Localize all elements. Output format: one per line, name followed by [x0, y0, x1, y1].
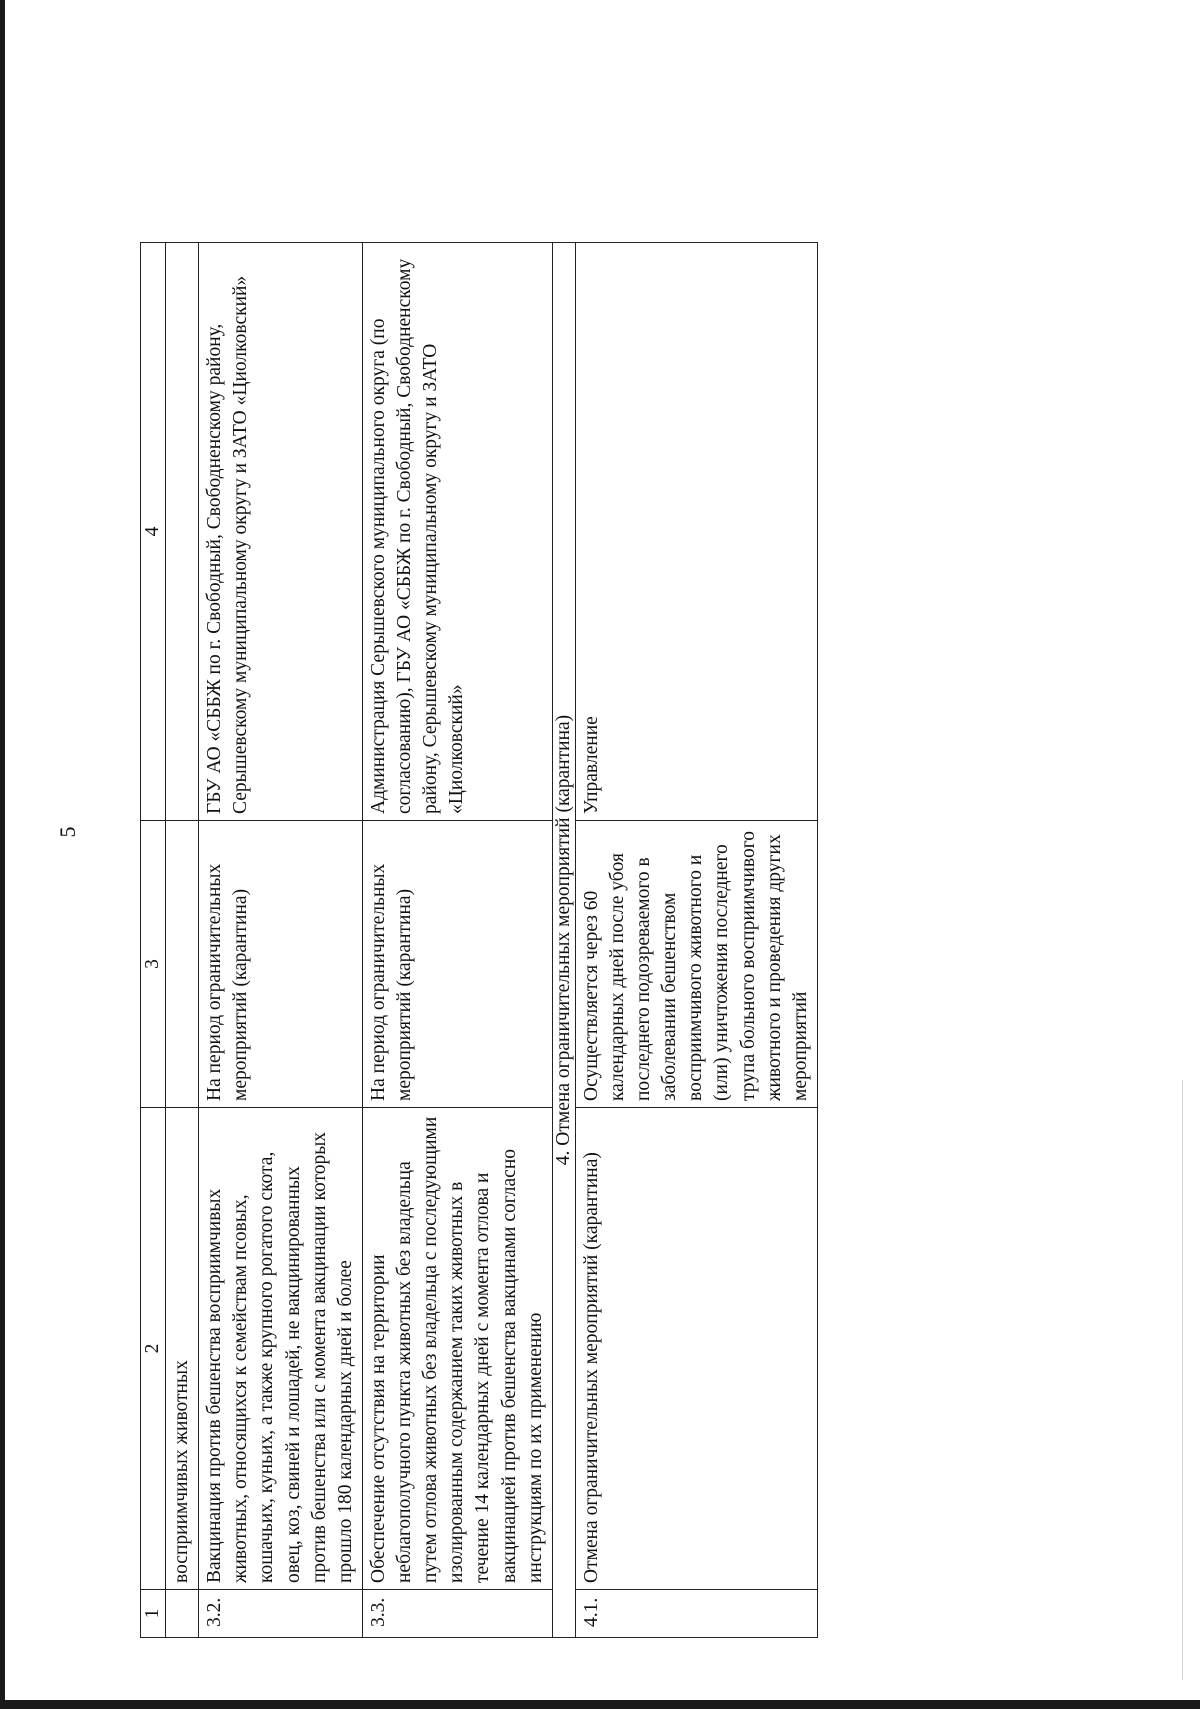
measure-cell: Обеспечение отсутствия на территории неблагополучного пункта животных без владельца путем отлова животных без владельца с последующими изолированным содержанием таких животных в течение 14 календарных дней с момента отлова и вакцинацией против бешенства вакцинами согласно инструкциям по их применению [362, 1108, 552, 1590]
measure-cell: восприимчивых животных [166, 1108, 199, 1590]
table-header-row [141, 243, 166, 1638]
measure-cell: Вакцинация против бешенства восприимчивых животных, относящихся к семействам псовых, кошачьих, куньих, а также крупного рогатого скота, овец, коз, свиней и лошадей, не вакцинированных против бешенства или с момента вакцинации которых прошло 180 календарных дней и более [199, 1108, 363, 1590]
period-cell: На период ограничительных мероприятий (карантина) [362, 821, 552, 1108]
row-number [166, 1590, 199, 1638]
table-row-4-1 [575, 243, 817, 1638]
responsible-cell: Администрация Серышевского муниципального округа (по согласованию), ГБУ АО «СББЖ по г. Свободный, Свободненскому району, Серышевскому муниципальному округу и ЗАТО «Циолковский» [362, 243, 552, 821]
header-col-1: 1 [141, 1590, 166, 1638]
table-row-3-2 [199, 243, 363, 1638]
responsible-cell: Управление [575, 243, 817, 821]
responsible-cell: ГБУ АО «СББЖ по г. Свободный, Свободненскому району, Серышевскому муниципальному округу и ЗАТО «Циолковский» [199, 243, 363, 821]
scan-left-edge [0, 0, 5, 1709]
row-number: 4.1. [575, 1590, 817, 1638]
measure-cell: Отмена ограничительных мероприятий (карантина) [575, 1108, 817, 1590]
table-row-3-3 [362, 243, 552, 1638]
period-cell: Осуществляется через 60 календарных дней после убоя последнего подозреваемого в заболевании бешенством восприимчивого животного и (или) уничтожения последнего трупа больного восприимчивого животного и проведения других мероприятий [575, 821, 817, 1108]
measures-table [140, 242, 818, 1638]
header-col-3: 3 [141, 821, 166, 1108]
table-row-continuation [166, 243, 199, 1638]
header-col-4: 4 [141, 243, 166, 821]
scan-bottom-edge [0, 1700, 1200, 1709]
page-number: 5 [55, 826, 80, 838]
row-number: 3.3. [362, 1590, 552, 1638]
scan-artifact-line [1182, 1080, 1183, 1680]
section-4-title: 4. Отмена ограничительных мероприятий (карантина) [552, 243, 575, 1638]
row-number: 3.2. [199, 1590, 363, 1638]
rotated-table-container [140, 243, 1060, 1638]
header-col-2: 2 [141, 1108, 166, 1590]
period-cell [166, 821, 199, 1108]
period-cell: На период ограничительных мероприятий (карантина) [199, 821, 363, 1108]
section-4-heading-row [552, 243, 575, 1638]
responsible-cell [166, 243, 199, 821]
